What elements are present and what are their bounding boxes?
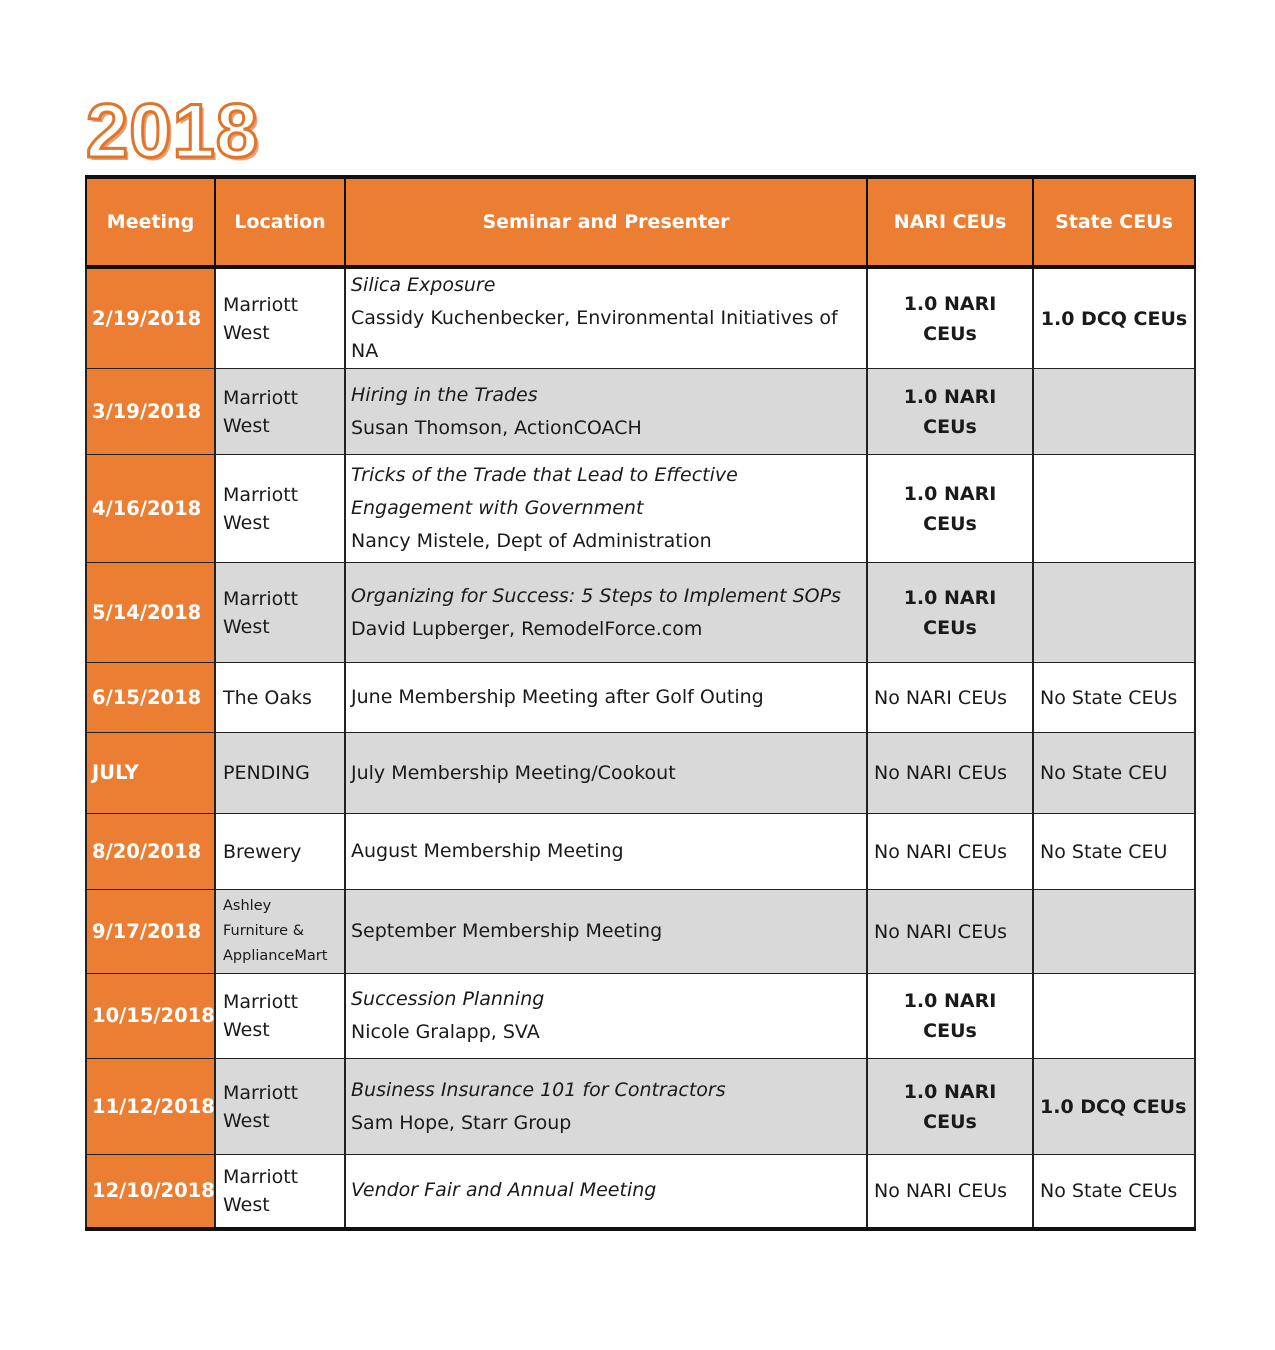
meeting-date: 10/15/2018 bbox=[86, 974, 215, 1059]
meeting-date: 5/14/2018 bbox=[86, 563, 215, 663]
location: Ashley Furniture & ApplianceMart bbox=[215, 890, 345, 974]
state-ceus: No State CEUs bbox=[1033, 1155, 1195, 1229]
location: Marriott West bbox=[215, 1059, 345, 1155]
presenter: David Lupberger, RemodelForce.com bbox=[351, 617, 703, 640]
meeting-date: 8/20/2018 bbox=[86, 814, 215, 890]
seminar-cell bbox=[345, 1155, 867, 1229]
location: Marriott West bbox=[215, 267, 345, 369]
column-header-state-ceus: State CEUs bbox=[1033, 177, 1195, 267]
nari-ceus: 1.0 NARI CEUs bbox=[867, 455, 1033, 563]
seminar-title: September Membership Meeting bbox=[351, 920, 663, 942]
location: Marriott West bbox=[215, 563, 345, 663]
table-row bbox=[86, 890, 1195, 974]
page-title: 2018 bbox=[86, 89, 260, 174]
nari-ceus: 1.0 NARI CEUs bbox=[867, 974, 1033, 1059]
nari-ceus: 1.0 NARI CEUs bbox=[867, 1059, 1033, 1155]
presenter: Susan Thomson, ActionCOACH bbox=[351, 416, 642, 439]
state-ceus bbox=[1033, 563, 1195, 663]
meeting-date: JULY bbox=[86, 733, 215, 814]
location: Marriott West bbox=[215, 369, 345, 455]
seminar-cell bbox=[345, 267, 867, 369]
location: Brewery bbox=[215, 814, 345, 890]
seminar-title: Hiring in the Trades bbox=[351, 383, 538, 406]
presenter: Nancy Mistele, Dept of Administration bbox=[351, 530, 712, 552]
state-ceus bbox=[1033, 890, 1195, 974]
location: Marriott West bbox=[215, 974, 345, 1059]
table-row bbox=[86, 1059, 1195, 1155]
seminar-title: Organizing for Success: 5 Steps to Implement SOPs bbox=[351, 584, 841, 607]
table-row bbox=[86, 814, 1195, 890]
seminar-cell bbox=[345, 663, 867, 733]
nari-ceus: No NARI CEUs bbox=[867, 890, 1033, 974]
state-ceus bbox=[1033, 369, 1195, 455]
state-ceus bbox=[1033, 974, 1195, 1059]
presenter: Cassidy Kuchenbecker, Environmental Initiatives of NA bbox=[351, 307, 838, 362]
nari-ceus: No NARI CEUs bbox=[867, 1155, 1033, 1229]
location: Marriott West bbox=[215, 1155, 345, 1229]
meeting-date: 2/19/2018 bbox=[86, 267, 215, 369]
table-row bbox=[86, 974, 1195, 1059]
table-row bbox=[86, 455, 1195, 563]
seminar-cell bbox=[345, 1059, 867, 1155]
nari-ceus: No NARI CEUs bbox=[867, 814, 1033, 890]
seminar-cell bbox=[345, 974, 867, 1059]
column-header-seminar: Seminar and Presenter bbox=[345, 177, 867, 267]
nari-ceus: No NARI CEUs bbox=[867, 663, 1033, 733]
meeting-date: 3/19/2018 bbox=[86, 369, 215, 455]
seminar-cell bbox=[345, 369, 867, 455]
seminar-cell bbox=[345, 733, 867, 814]
column-header-location: Location bbox=[215, 177, 345, 267]
seminar-title: Silica Exposure bbox=[351, 274, 496, 296]
column-header-nari-ceus: NARI CEUs bbox=[867, 177, 1033, 267]
seminar-title: June Membership Meeting after Golf Outing bbox=[351, 686, 764, 708]
seminar-cell bbox=[345, 814, 867, 890]
state-ceus: No State CEU bbox=[1033, 733, 1195, 814]
state-ceus: 1.0 DCQ CEUs bbox=[1033, 267, 1195, 369]
location: The Oaks bbox=[215, 663, 345, 733]
table-row bbox=[86, 663, 1195, 733]
seminar-cell bbox=[345, 455, 867, 563]
table-row bbox=[86, 733, 1195, 814]
meeting-date: 6/15/2018 bbox=[86, 663, 215, 733]
seminar-cell bbox=[345, 890, 867, 974]
location: Marriott West bbox=[215, 455, 345, 563]
seminar-title: July Membership Meeting/Cookout bbox=[351, 761, 676, 784]
meeting-date: 11/12/2018 bbox=[86, 1059, 215, 1155]
table-header-row bbox=[86, 177, 1195, 267]
column-header-meeting: Meeting bbox=[86, 177, 215, 267]
seminar-title: Business Insurance 101 for Contractors bbox=[351, 1078, 726, 1101]
seminar-title: Tricks of the Trade that Lead to Effective Engagement with Government bbox=[351, 464, 738, 519]
seminar-cell bbox=[345, 563, 867, 663]
table-row bbox=[86, 369, 1195, 455]
seminar-title: August Membership Meeting bbox=[351, 840, 624, 862]
state-ceus: No State CEU bbox=[1033, 814, 1195, 890]
location: PENDING bbox=[215, 733, 345, 814]
presenter: Nicole Gralapp, SVA bbox=[351, 1021, 540, 1043]
nari-ceus: No NARI CEUs bbox=[867, 733, 1033, 814]
table-row bbox=[86, 563, 1195, 663]
meeting-schedule-table bbox=[85, 175, 1196, 1231]
state-ceus bbox=[1033, 455, 1195, 563]
seminar-title: Succession Planning bbox=[351, 988, 545, 1010]
presenter: Sam Hope, Starr Group bbox=[351, 1111, 572, 1134]
state-ceus: No State CEUs bbox=[1033, 663, 1195, 733]
nari-ceus: 1.0 NARI CEUs bbox=[867, 267, 1033, 369]
meeting-date: 4/16/2018 bbox=[86, 455, 215, 563]
meeting-date: 9/17/2018 bbox=[86, 890, 215, 974]
table-row bbox=[86, 267, 1195, 369]
state-ceus: 1.0 DCQ CEUs bbox=[1033, 1059, 1195, 1155]
seminar-title: Vendor Fair and Annual Meeting bbox=[351, 1179, 657, 1202]
nari-ceus: 1.0 NARI CEUs bbox=[867, 563, 1033, 663]
table-row bbox=[86, 1155, 1195, 1229]
meeting-date: 12/10/2018 bbox=[86, 1155, 215, 1229]
nari-ceus: 1.0 NARI CEUs bbox=[867, 369, 1033, 455]
